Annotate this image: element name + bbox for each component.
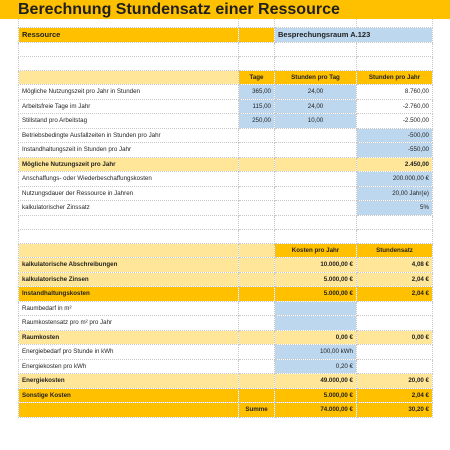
empty-cell[interactable] xyxy=(239,345,275,360)
satz-cell[interactable]: 0,00 € xyxy=(357,330,433,345)
table-row xyxy=(19,186,433,201)
empty-cell[interactable] xyxy=(19,403,239,418)
kosten-cell[interactable] xyxy=(275,301,357,316)
row-label[interactable]: kalkulatorische Abschreibungen xyxy=(19,258,239,273)
empty-cell[interactable] xyxy=(275,201,357,216)
empty-row xyxy=(19,42,433,56)
std-tag-cell[interactable] xyxy=(275,143,357,158)
kosten-cell[interactable]: 5.000,00 € xyxy=(275,272,357,287)
header-blank[interactable] xyxy=(239,243,275,258)
satz-cell[interactable] xyxy=(357,301,433,316)
tage-cell[interactable] xyxy=(239,128,275,143)
table-row xyxy=(19,330,433,345)
row-label[interactable]: Raumkosten xyxy=(19,330,239,345)
satz-cell[interactable]: 4,08 € xyxy=(357,258,433,273)
satz-cell[interactable]: 2,04 € xyxy=(357,287,433,302)
table-row xyxy=(19,359,433,374)
std-jahr-cell[interactable]: -500,00 xyxy=(357,128,433,143)
empty-cell[interactable] xyxy=(239,301,275,316)
empty-cell[interactable] xyxy=(19,42,239,56)
tage-cell[interactable]: 250,00 xyxy=(239,114,275,129)
table-row xyxy=(19,143,433,158)
table-row xyxy=(19,172,433,187)
empty-cell[interactable] xyxy=(19,215,239,229)
column-header[interactable]: Kosten pro Jahr xyxy=(275,243,357,258)
empty-cell[interactable] xyxy=(239,330,275,345)
extra-value[interactable]: 200.000,00 € xyxy=(357,172,433,187)
table-row xyxy=(19,128,433,143)
resource-header-blank[interactable] xyxy=(239,27,275,42)
std-tag-cell[interactable] xyxy=(275,128,357,143)
table-row xyxy=(19,272,433,287)
kosten-cell[interactable]: 0,00 € xyxy=(275,330,357,345)
std-tag-cell[interactable]: 10,00 xyxy=(275,114,357,129)
spacer-row xyxy=(19,19,433,27)
tage-cell[interactable]: 365,00 xyxy=(239,85,275,100)
empty-cell[interactable] xyxy=(239,19,275,27)
kosten-cell[interactable]: 5.000,00 € xyxy=(275,287,357,302)
row-label[interactable]: Arbeitsfreie Tage im Jahr xyxy=(19,99,239,114)
sum-label[interactable]: Summe xyxy=(239,403,275,418)
kosten-cell[interactable] xyxy=(275,316,357,331)
table-row xyxy=(19,316,433,331)
empty-cell[interactable] xyxy=(239,258,275,273)
header-blank[interactable] xyxy=(19,243,239,258)
empty-cell[interactable] xyxy=(275,186,357,201)
sum-row xyxy=(19,403,433,418)
table-row xyxy=(19,374,433,389)
empty-cell[interactable] xyxy=(357,19,433,27)
row-label[interactable]: Energiekosten xyxy=(19,374,239,389)
sum-kosten[interactable]: 74.000,00 € xyxy=(275,403,357,418)
table-row xyxy=(19,85,433,100)
std-jahr-cell[interactable]: 8.760,00 xyxy=(357,85,433,100)
empty-cell[interactable] xyxy=(19,19,239,27)
row-label[interactable]: Raumbedarf in m² xyxy=(19,301,239,316)
table-row xyxy=(19,201,433,216)
kosten-cell[interactable]: 0,20 € xyxy=(275,359,357,374)
empty-cell[interactable] xyxy=(357,229,433,243)
total-label[interactable]: Mögliche Nutzungszeit pro Jahr xyxy=(19,157,239,172)
kosten-cell[interactable]: 100,00 kWh xyxy=(275,345,357,360)
empty-cell[interactable] xyxy=(239,316,275,331)
row-label[interactable]: Nutzungsdauer der Ressource in Jahren xyxy=(19,186,239,201)
empty-cell[interactable] xyxy=(239,172,275,187)
row-label[interactable]: Energiebedarf pro Stunde in kWh xyxy=(19,345,239,360)
row-label[interactable]: Betriebsbedingte Ausfallzeiten in Stunden pro Jahr xyxy=(19,128,239,143)
satz-cell[interactable]: 20,00 € xyxy=(357,374,433,389)
table-row xyxy=(19,114,433,129)
empty-cell[interactable] xyxy=(239,157,275,172)
empty-cell[interactable] xyxy=(275,215,357,229)
empty-cell[interactable] xyxy=(239,388,275,403)
row-label[interactable]: Sonstige Kosten xyxy=(19,388,239,403)
std-jahr-cell[interactable]: -2.760,00 xyxy=(357,99,433,114)
empty-cell[interactable] xyxy=(239,186,275,201)
table-row xyxy=(19,388,433,403)
empty-cell[interactable] xyxy=(275,56,357,70)
empty-cell[interactable] xyxy=(275,229,357,243)
resource-value[interactable]: Besprechungsraum A.123 xyxy=(275,27,433,42)
satz-cell[interactable] xyxy=(357,316,433,331)
table-row xyxy=(19,258,433,273)
extra-value[interactable]: 20,00 Jahr(e) xyxy=(357,186,433,201)
empty-cell[interactable] xyxy=(239,201,275,216)
std-jahr-cell[interactable]: -2.500,00 xyxy=(357,114,433,129)
empty-cell[interactable] xyxy=(239,56,275,70)
empty-cell[interactable] xyxy=(239,42,275,56)
section2-header-row xyxy=(19,243,433,258)
empty-row xyxy=(19,56,433,70)
table-row xyxy=(19,99,433,114)
resource-label[interactable]: Ressource xyxy=(19,27,239,42)
empty-cell[interactable] xyxy=(357,56,433,70)
empty-cell[interactable] xyxy=(275,19,357,27)
column-header[interactable]: Tage xyxy=(239,70,275,85)
empty-cell[interactable] xyxy=(357,42,433,56)
empty-cell[interactable] xyxy=(239,229,275,243)
row-label[interactable]: Instandhaltungszeit in Stunden pro Jahr xyxy=(19,143,239,158)
kosten-cell[interactable]: 10.000,00 € xyxy=(275,258,357,273)
empty-cell[interactable] xyxy=(19,229,239,243)
empty-cell[interactable] xyxy=(275,172,357,187)
satz-cell[interactable] xyxy=(357,359,433,374)
section1-header-row xyxy=(19,70,433,85)
empty-cell[interactable] xyxy=(239,272,275,287)
row-label[interactable]: kalkulatorischer Zinssatz xyxy=(19,201,239,216)
column-header[interactable]: Stundensatz xyxy=(357,243,433,258)
empty-cell[interactable] xyxy=(275,157,357,172)
satz-cell[interactable]: 2,04 € xyxy=(357,388,433,403)
column-header[interactable]: Stunden pro Tag xyxy=(275,70,357,85)
empty-row xyxy=(19,215,433,229)
header-blank[interactable] xyxy=(19,70,239,85)
empty-cell[interactable] xyxy=(239,287,275,302)
std-tag-cell[interactable]: 24,00 xyxy=(275,99,357,114)
satz-cell[interactable] xyxy=(357,345,433,360)
empty-cell[interactable] xyxy=(19,56,239,70)
tage-cell[interactable]: 115,00 xyxy=(239,99,275,114)
satz-cell[interactable]: 2,04 € xyxy=(357,272,433,287)
empty-cell[interactable] xyxy=(357,215,433,229)
calculation-table xyxy=(18,19,433,418)
row-label[interactable]: Anschaffungs- oder Wiederbeschaffungskosten xyxy=(19,172,239,187)
empty-row xyxy=(19,229,433,243)
row-label[interactable]: Stillstand pro Arbeitstag xyxy=(19,114,239,129)
sum-satz[interactable]: 30,20 € xyxy=(357,403,433,418)
table-row xyxy=(19,345,433,360)
kosten-cell[interactable]: 49.000,00 € xyxy=(275,374,357,389)
table-row xyxy=(19,287,433,302)
total-row xyxy=(19,157,433,172)
std-tag-cell[interactable]: 24,00 xyxy=(275,85,357,100)
empty-cell[interactable] xyxy=(239,215,275,229)
kosten-cell[interactable]: 5.000,00 € xyxy=(275,388,357,403)
std-jahr-cell[interactable]: -550,00 xyxy=(357,143,433,158)
column-header[interactable]: Stunden pro Jahr xyxy=(357,70,433,85)
extra-value[interactable]: 5% xyxy=(357,201,433,216)
row-label[interactable]: Raumkostensatz pro m² pro Jahr xyxy=(19,316,239,331)
empty-cell[interactable] xyxy=(275,42,357,56)
empty-cell[interactable] xyxy=(239,374,275,389)
row-label[interactable]: Instandhaltungskosten xyxy=(19,287,239,302)
empty-cell[interactable] xyxy=(239,359,275,374)
row-label[interactable]: kalkulatorische Zinsen xyxy=(19,272,239,287)
row-label[interactable]: Energiekosten pro kWh xyxy=(19,359,239,374)
row-label[interactable]: Mögliche Nutzungszeit pro Jahr in Stunden xyxy=(19,85,239,100)
tage-cell[interactable] xyxy=(239,143,275,158)
table-row xyxy=(19,301,433,316)
resource-row xyxy=(19,27,433,42)
total-value[interactable]: 2.450,00 xyxy=(357,157,433,172)
sheet-title: Berechnung Stundensatz einer Ressource xyxy=(0,0,450,19)
